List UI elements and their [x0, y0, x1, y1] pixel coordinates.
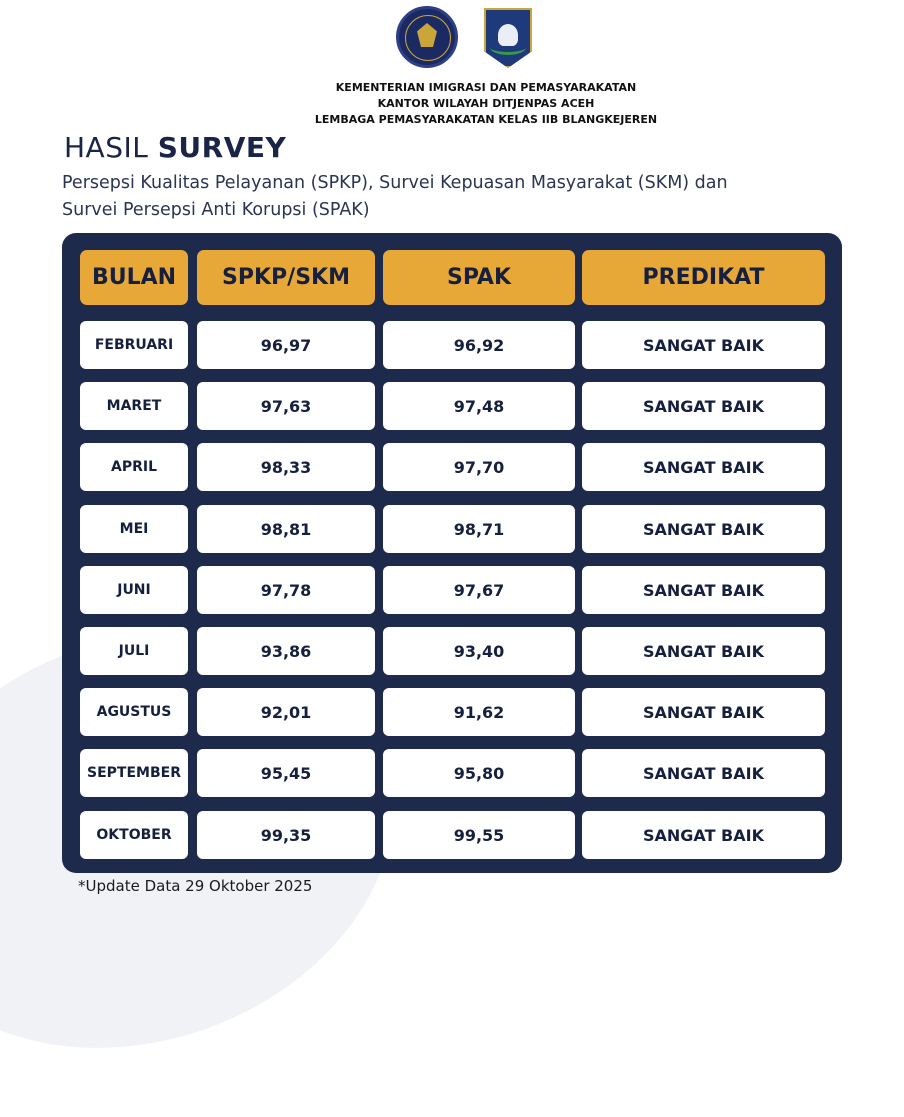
cell-spkp-skm: 98,33	[197, 443, 375, 491]
cell-bulan: SEPTEMBER	[80, 749, 188, 797]
cell-spkp-skm: 96,97	[197, 321, 375, 369]
cell-spkp-skm: 95,45	[197, 749, 375, 797]
cell-spkp-skm: 98,81	[197, 505, 375, 553]
cell-predikat: SANGAT BAIK	[582, 749, 825, 797]
cell-spak: 97,70	[383, 443, 575, 491]
pemasyarakatan-shield-logo	[484, 8, 532, 68]
cell-predikat: SANGAT BAIK	[582, 627, 825, 675]
cell-bulan: MARET	[80, 382, 188, 430]
update-footnote: *Update Data 29 Oktober 2025	[78, 877, 313, 895]
column-header-spkp-skm: SPKP/SKM	[197, 250, 375, 305]
cell-spkp-skm: 93,86	[197, 627, 375, 675]
cell-predikat: SANGAT BAIK	[582, 811, 825, 859]
cell-bulan: APRIL	[80, 443, 188, 491]
cell-spak: 95,80	[383, 749, 575, 797]
cell-spak: 98,71	[383, 505, 575, 553]
cell-spkp-skm: 99,35	[197, 811, 375, 859]
cell-predikat: SANGAT BAIK	[582, 382, 825, 430]
cell-bulan: AGUSTUS	[80, 688, 188, 736]
cell-predikat: SANGAT BAIK	[582, 321, 825, 369]
cell-predikat: SANGAT BAIK	[582, 443, 825, 491]
ministry-emblem-logo	[396, 6, 458, 68]
page-title	[64, 131, 286, 164]
cell-predikat: SANGAT BAIK	[582, 566, 825, 614]
title-bold: SURVEY	[157, 131, 287, 164]
column-header-bulan: BULAN	[80, 250, 188, 305]
column-header-predikat: PREDIKAT	[582, 250, 825, 305]
title-light: HASIL	[64, 131, 158, 164]
cell-predikat: SANGAT BAIK	[582, 688, 825, 736]
logo-bar	[0, 4, 904, 72]
cell-bulan: MEI	[80, 505, 188, 553]
page-subtitle: Persepsi Kualitas Pelayanan (SPKP), Survei Kepuasan Masyarakat (SKM) dan Survei Persepsi Anti Korupsi (SPAK)	[62, 173, 728, 220]
cell-spak: 91,62	[383, 688, 575, 736]
cell-bulan: JUNI	[80, 566, 188, 614]
cell-spak: 97,48	[383, 382, 575, 430]
cell-bulan: JULI	[80, 627, 188, 675]
cell-spak: 99,55	[383, 811, 575, 859]
cell-spkp-skm: 92,01	[197, 688, 375, 736]
cell-spak: 96,92	[383, 321, 575, 369]
org-line-ministry: KEMENTERIAN IMIGRASI DAN PEMASYARAKATAN	[335, 81, 637, 94]
cell-spak: 93,40	[383, 627, 575, 675]
org-line-regional-office: KANTOR WILAYAH DITJENPAS ACEH	[377, 97, 595, 110]
cell-spkp-skm: 97,63	[197, 382, 375, 430]
cell-predikat: SANGAT BAIK	[582, 505, 825, 553]
cell-bulan: FEBRUARI	[80, 321, 188, 369]
organization-header	[0, 80, 904, 128]
cell-bulan: OKTOBER	[80, 811, 188, 859]
cell-spak: 97,67	[383, 566, 575, 614]
survey-table	[62, 233, 842, 873]
cell-spkp-skm: 97,78	[197, 566, 375, 614]
org-line-institution: LEMBAGA PEMASYARAKATAN KELAS IIB BLANGKEJEREN	[314, 113, 658, 126]
column-header-spak: SPAK	[383, 250, 575, 305]
